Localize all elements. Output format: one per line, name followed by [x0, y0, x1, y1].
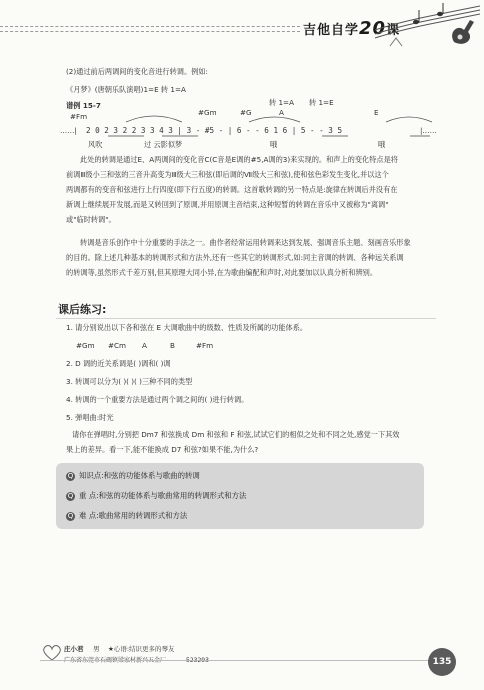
page-header: [0, 0, 484, 48]
summary-row-difficulty: Q 难 点:歌曲常用的转调形式和方法: [67, 511, 188, 520]
exercises-title: 课后练习:: [58, 303, 107, 316]
summary-row-key-point: Q 重 点:和弦的功能体系与歌曲常用的转调形式和方法: [67, 491, 247, 500]
bullet-icon: Q: [67, 511, 74, 520]
exercise-q1: 1. 请分别说出以下各和弦在 E 大调歌曲中的级数、性质及所属的功能体系。: [66, 323, 308, 332]
summary-box: [56, 463, 424, 529]
footer-gender: 男: [93, 645, 100, 653]
score-chord: A: [279, 108, 284, 117]
score-start-dots: ……|: [60, 126, 77, 135]
score-lyric: 哦: [378, 140, 386, 149]
footer-name: 庄小君: [64, 645, 84, 653]
header-dashed-line: [0, 31, 300, 32]
score-key-change: 转 1=E: [309, 98, 334, 107]
guitar-music-decoration-icon: [370, 2, 482, 48]
paragraph-1: 此处的转调是通过E、A两调间的变化音C(C音是E调的#5,A调的3)来实现的。和声上的变化特点是将 前调Ⅲ级小三和弦的三音升高变为Ⅲ级大三和弦(即后调的Ⅶ级大三和弦),使和弦色彩发生变化,并以这个 两调都有的变音和弦进行上行四度(即下行五度)的转调。这首歌转调的另一特点是:旋律在转调后并没有在 新调上继续展开发展,而是又转回到了原调,并用原调主音结束,这种短暂的转调在音乐中又被称为"离调" 或"临时转调"。: [66, 155, 398, 224]
header-dashed-line: [0, 26, 300, 27]
exercise-q5: 5. 弹唱曲:时光: [66, 413, 114, 422]
exercise-q4: 4. 转调的一个重要方法是通过两个调之间的( )进行转调。: [66, 395, 249, 404]
score-lyric: 风吹: [88, 140, 103, 149]
footer-address: 广东省东莞市石碣镇梁家村新兴五金厂: [64, 657, 167, 664]
score-chord: E: [374, 108, 379, 117]
score-chord: #Gm: [198, 108, 217, 117]
section-divider: [56, 318, 436, 319]
page-number: 135: [428, 648, 456, 676]
exercise-q3: 3. 转调可以分为( )( )( )三种不同的类型: [66, 377, 193, 386]
score-lyric: 过 云影似梦: [144, 140, 183, 149]
example-label: 谱例 15-7: [66, 101, 101, 110]
footer-postcode: 523293: [186, 657, 209, 664]
score-key-change: 转 1=A: [269, 98, 294, 107]
q1-chord: #Gm: [76, 341, 95, 350]
song-title: 《月梦》(唐朝乐队演唱)1=E 转 1=A: [66, 85, 186, 94]
score-end-dots: |……: [420, 126, 437, 135]
bullet-icon: Q: [67, 471, 74, 480]
score-notes: 2 0 2 3 2 2 3 3 4 3 | 3 - #5 - | 6 - - 6 1 6 | 5 - - 3 5: [86, 126, 343, 135]
score-chord: #G: [240, 108, 252, 117]
bullet-icon: Q: [67, 491, 74, 500]
intro-item-2: (2)通过前后两调间的变化音进行转调。例如:: [66, 67, 208, 76]
footer-divider: [40, 660, 440, 661]
q1-chord: B: [170, 341, 175, 350]
footer-motto: ★心语:结识更多的琴友: [108, 645, 175, 653]
slur-marks: [124, 110, 434, 124]
q1-chord: #Cm: [108, 341, 127, 350]
header-title: 吉他自学20课: [303, 18, 401, 39]
paragraph-2: 转调是音乐创作中十分重要的手法之一。曲作者经常运用转调来达到发展、强调音乐主题、刻画音乐形象 的目的。除上述几种基本的转调形式和方法外,还有一些其它的转调形式,如:同主音调的转调、各种远关系调 的转调等,虽然形式千差万别,但其原理大同小异,在为歌曲编配和声时,对此要加以认真分析和辨别。: [66, 238, 411, 277]
score-chord: #Fm: [70, 112, 88, 121]
exercise-q5-text: 请你在弹唱时,分别把 Dm7 和弦换成 Dm 和弦和 F 和弦,试试它们的相似之处和不同之处,感觉一下其效 果上的差异。看一下,能不能换成 D7 和弦?如果不能,为什么?: [66, 430, 400, 454]
q1-chord: A: [142, 341, 147, 350]
summary-row-knowledge: Q 知识点:和弦的功能体系与歌曲的转调: [67, 471, 200, 480]
q1-chord: #Fm: [196, 341, 214, 350]
score-lyric: 哦: [270, 140, 278, 149]
exercise-q2: 2. D 调的近关系调是( )调和( )调: [66, 359, 171, 368]
